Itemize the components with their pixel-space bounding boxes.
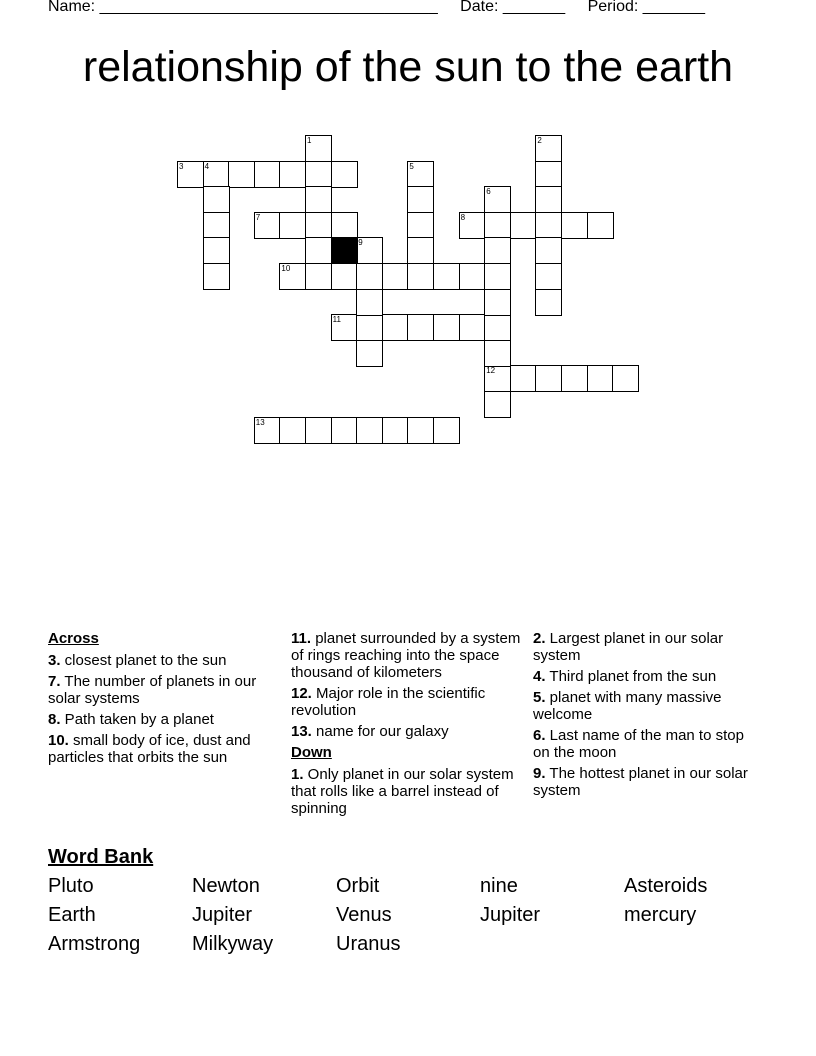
crossword-cell[interactable] [356, 314, 383, 341]
crossword-cell[interactable] [331, 263, 358, 290]
word-bank-item: nine [480, 875, 518, 897]
crossword-cell[interactable] [254, 212, 281, 239]
clue-item [533, 630, 758, 664]
crossword-cell[interactable] [356, 340, 383, 367]
clue-number: 3. [48, 652, 61, 669]
crossword-cell[interactable] [561, 212, 588, 239]
clue-item [533, 668, 758, 685]
clue-item [48, 711, 273, 728]
word-bank-item: Venus [336, 904, 392, 926]
crossword-cell[interactable] [407, 212, 434, 239]
crossword-cell[interactable] [407, 314, 434, 341]
word-bank-title: Word Bank [48, 846, 154, 868]
clue-item [291, 723, 521, 740]
crossword-block [331, 237, 358, 264]
clues-column-1 [48, 630, 273, 770]
crossword-cell[interactable] [203, 212, 230, 239]
word-bank-item: Pluto [48, 875, 94, 897]
crossword-cell[interactable] [510, 212, 537, 239]
word-bank-item: Earth [48, 904, 96, 926]
crossword-cell[interactable] [203, 186, 230, 213]
crossword-cell[interactable] [484, 263, 511, 290]
cell-number: 4 [204, 161, 210, 171]
crossword-cell[interactable] [356, 417, 383, 444]
cell-number: 13 [255, 417, 265, 427]
cell-number: 1 [307, 136, 312, 145]
crossword-cell[interactable] [459, 314, 486, 341]
clue-text: Path taken by a planet [60, 711, 214, 728]
crossword-cell[interactable] [331, 161, 358, 188]
word-bank-item: Milkyway [192, 933, 274, 955]
cell-number: 9 [358, 238, 363, 248]
cell-number: 6 [486, 187, 491, 197]
page-title: relationship of the sun to the earth [82, 43, 734, 91]
crossword-cell[interactable] [305, 212, 332, 239]
crossword-cell[interactable] [459, 263, 486, 290]
crossword-cell[interactable] [535, 135, 562, 162]
crossword-cell[interactable] [305, 186, 332, 213]
crossword-cell[interactable] [407, 161, 434, 188]
clues-column-2 [291, 630, 521, 821]
crossword-cell[interactable] [279, 263, 306, 290]
clue-number: 5. [533, 689, 546, 706]
crossword-cell[interactable] [203, 237, 230, 264]
crossword-cell[interactable] [279, 161, 306, 188]
clue-number: 13. [291, 723, 312, 740]
crossword-cell[interactable] [587, 365, 614, 392]
word-bank-item: Asteroids [624, 875, 708, 897]
cell-number: 2 [537, 136, 542, 145]
clue-item [48, 732, 273, 766]
crossword-cell[interactable] [203, 263, 230, 290]
clue-item [533, 727, 758, 761]
clue-text: name for our galaxy [311, 723, 449, 740]
clues-column-3 [533, 630, 758, 803]
clue-number: 8. [48, 711, 61, 728]
clue-number: 6. [533, 727, 546, 744]
crossword-cell[interactable] [331, 314, 358, 341]
cell-number: 3 [179, 161, 184, 171]
crossword-cell[interactable] [612, 365, 639, 392]
word-bank-item: Orbit [336, 875, 380, 897]
crossword-cell[interactable] [484, 365, 511, 392]
clue-text: Third planet from the sun [545, 668, 717, 685]
clue-text: Only planet in our solar system that rolls like a barrel instead of spinning [291, 766, 514, 817]
crossword-cell[interactable] [407, 237, 434, 264]
crossword-cell[interactable] [510, 365, 537, 392]
crossword-cell[interactable] [331, 212, 358, 239]
clue-number: 10. [48, 732, 69, 749]
across-heading: Across [48, 630, 99, 647]
word-bank-item: Newton [192, 875, 260, 897]
crossword-cell[interactable] [254, 417, 281, 444]
cell-number: 8 [460, 212, 466, 222]
clue-number: 7. [48, 673, 61, 690]
crossword-cell[interactable] [331, 417, 358, 444]
crossword-cell[interactable] [279, 212, 306, 239]
clue-item [291, 685, 521, 719]
cell-number: 7 [255, 212, 261, 222]
cell-number: 5 [409, 161, 414, 171]
crossword-cell[interactable] [177, 161, 204, 188]
clue-item [533, 689, 758, 723]
crossword-cell[interactable] [305, 417, 332, 444]
crossword-cell[interactable] [484, 186, 511, 213]
clue-number: 11. [291, 630, 312, 647]
crossword-cell[interactable] [484, 289, 511, 316]
crossword-cell[interactable] [382, 263, 409, 290]
crossword-cell[interactable] [484, 212, 511, 239]
crossword-cell[interactable] [587, 212, 614, 239]
clue-text: planet with many massive welcome [533, 689, 722, 723]
word-bank-item: Jupiter [192, 904, 253, 926]
clue-item [48, 673, 273, 707]
word-bank-item: Uranus [336, 933, 401, 955]
clue-text: small body of ice, dust and particles that orbits the sun [48, 732, 251, 766]
cell-number: 11 [332, 315, 341, 325]
crossword-cell[interactable] [561, 365, 588, 392]
clue-text: Largest planet in our solar system [533, 630, 724, 664]
cell-number: 12 [486, 366, 496, 376]
clue-text: planet surrounded by a system of rings reaching into the space thousand of kilometers [291, 630, 521, 681]
crossword-cell[interactable] [305, 161, 332, 188]
clue-text: The number of planets in our solar systems [48, 673, 257, 707]
crossword-cell[interactable] [484, 391, 511, 418]
period-field[interactable]: Period: _______ [587, 0, 706, 15]
crossword-cell[interactable] [305, 237, 332, 264]
crossword-cell[interactable] [535, 212, 562, 239]
name-field[interactable]: Name: ______________________________________ [48, 0, 438, 15]
clue-text: Last name of the man to stop on the moon [533, 727, 744, 761]
clue-text: Major role in the scientific revolution [291, 685, 486, 719]
crossword-cell[interactable] [407, 417, 434, 444]
crossword-cell[interactable] [305, 263, 332, 290]
clue-number: 9. [533, 765, 546, 782]
crossword-cell[interactable] [305, 135, 332, 162]
crossword-cell[interactable] [228, 161, 255, 188]
crossword-cell[interactable] [535, 289, 562, 316]
crossword-cell[interactable] [407, 186, 434, 213]
crossword-cell[interactable] [484, 237, 511, 264]
crossword-cell[interactable] [382, 314, 409, 341]
clue-text: closest planet to the sun [60, 652, 227, 669]
crossword-cell[interactable] [433, 314, 460, 341]
crossword-cell[interactable] [254, 161, 281, 188]
clue-number: 2. [533, 630, 546, 647]
crossword-cell[interactable] [484, 340, 511, 367]
crossword-cell[interactable] [203, 161, 230, 188]
clue-text: The hottest planet in our solar system [533, 765, 748, 799]
clue-number: 4. [533, 668, 546, 685]
crossword-cell[interactable] [433, 417, 460, 444]
crossword-cell[interactable] [535, 186, 562, 213]
crossword-cell[interactable] [407, 263, 434, 290]
crossword-cell[interactable] [382, 417, 409, 444]
clue-item [291, 766, 521, 817]
crossword-cell[interactable] [535, 237, 562, 264]
crossword-cell[interactable] [356, 263, 383, 290]
crossword-cell[interactable] [535, 365, 562, 392]
crossword-cell[interactable] [279, 417, 306, 444]
cell-number: 10 [281, 264, 291, 273]
crossword-cell[interactable] [433, 263, 460, 290]
clue-number: 12. [291, 685, 312, 702]
clue-number: 1. [291, 766, 304, 783]
date-field[interactable]: Date: _______ [460, 0, 566, 15]
down-heading: Down [291, 744, 332, 761]
crossword-cell[interactable] [535, 263, 562, 290]
word-bank [48, 874, 778, 956]
crossword-grid [0, 0, 816, 460]
crossword-cell[interactable] [484, 314, 511, 341]
word-bank-item: mercury [624, 904, 697, 926]
crossword-cell[interactable] [356, 289, 383, 316]
crossword-cell[interactable] [356, 237, 383, 264]
clue-item [48, 652, 273, 669]
clue-item [291, 630, 521, 681]
word-bank-item: Jupiter [480, 904, 541, 926]
word-bank-item: Armstrong [48, 933, 141, 955]
clue-item [533, 765, 758, 799]
crossword-cell[interactable] [459, 212, 486, 239]
crossword-cell[interactable] [535, 161, 562, 188]
